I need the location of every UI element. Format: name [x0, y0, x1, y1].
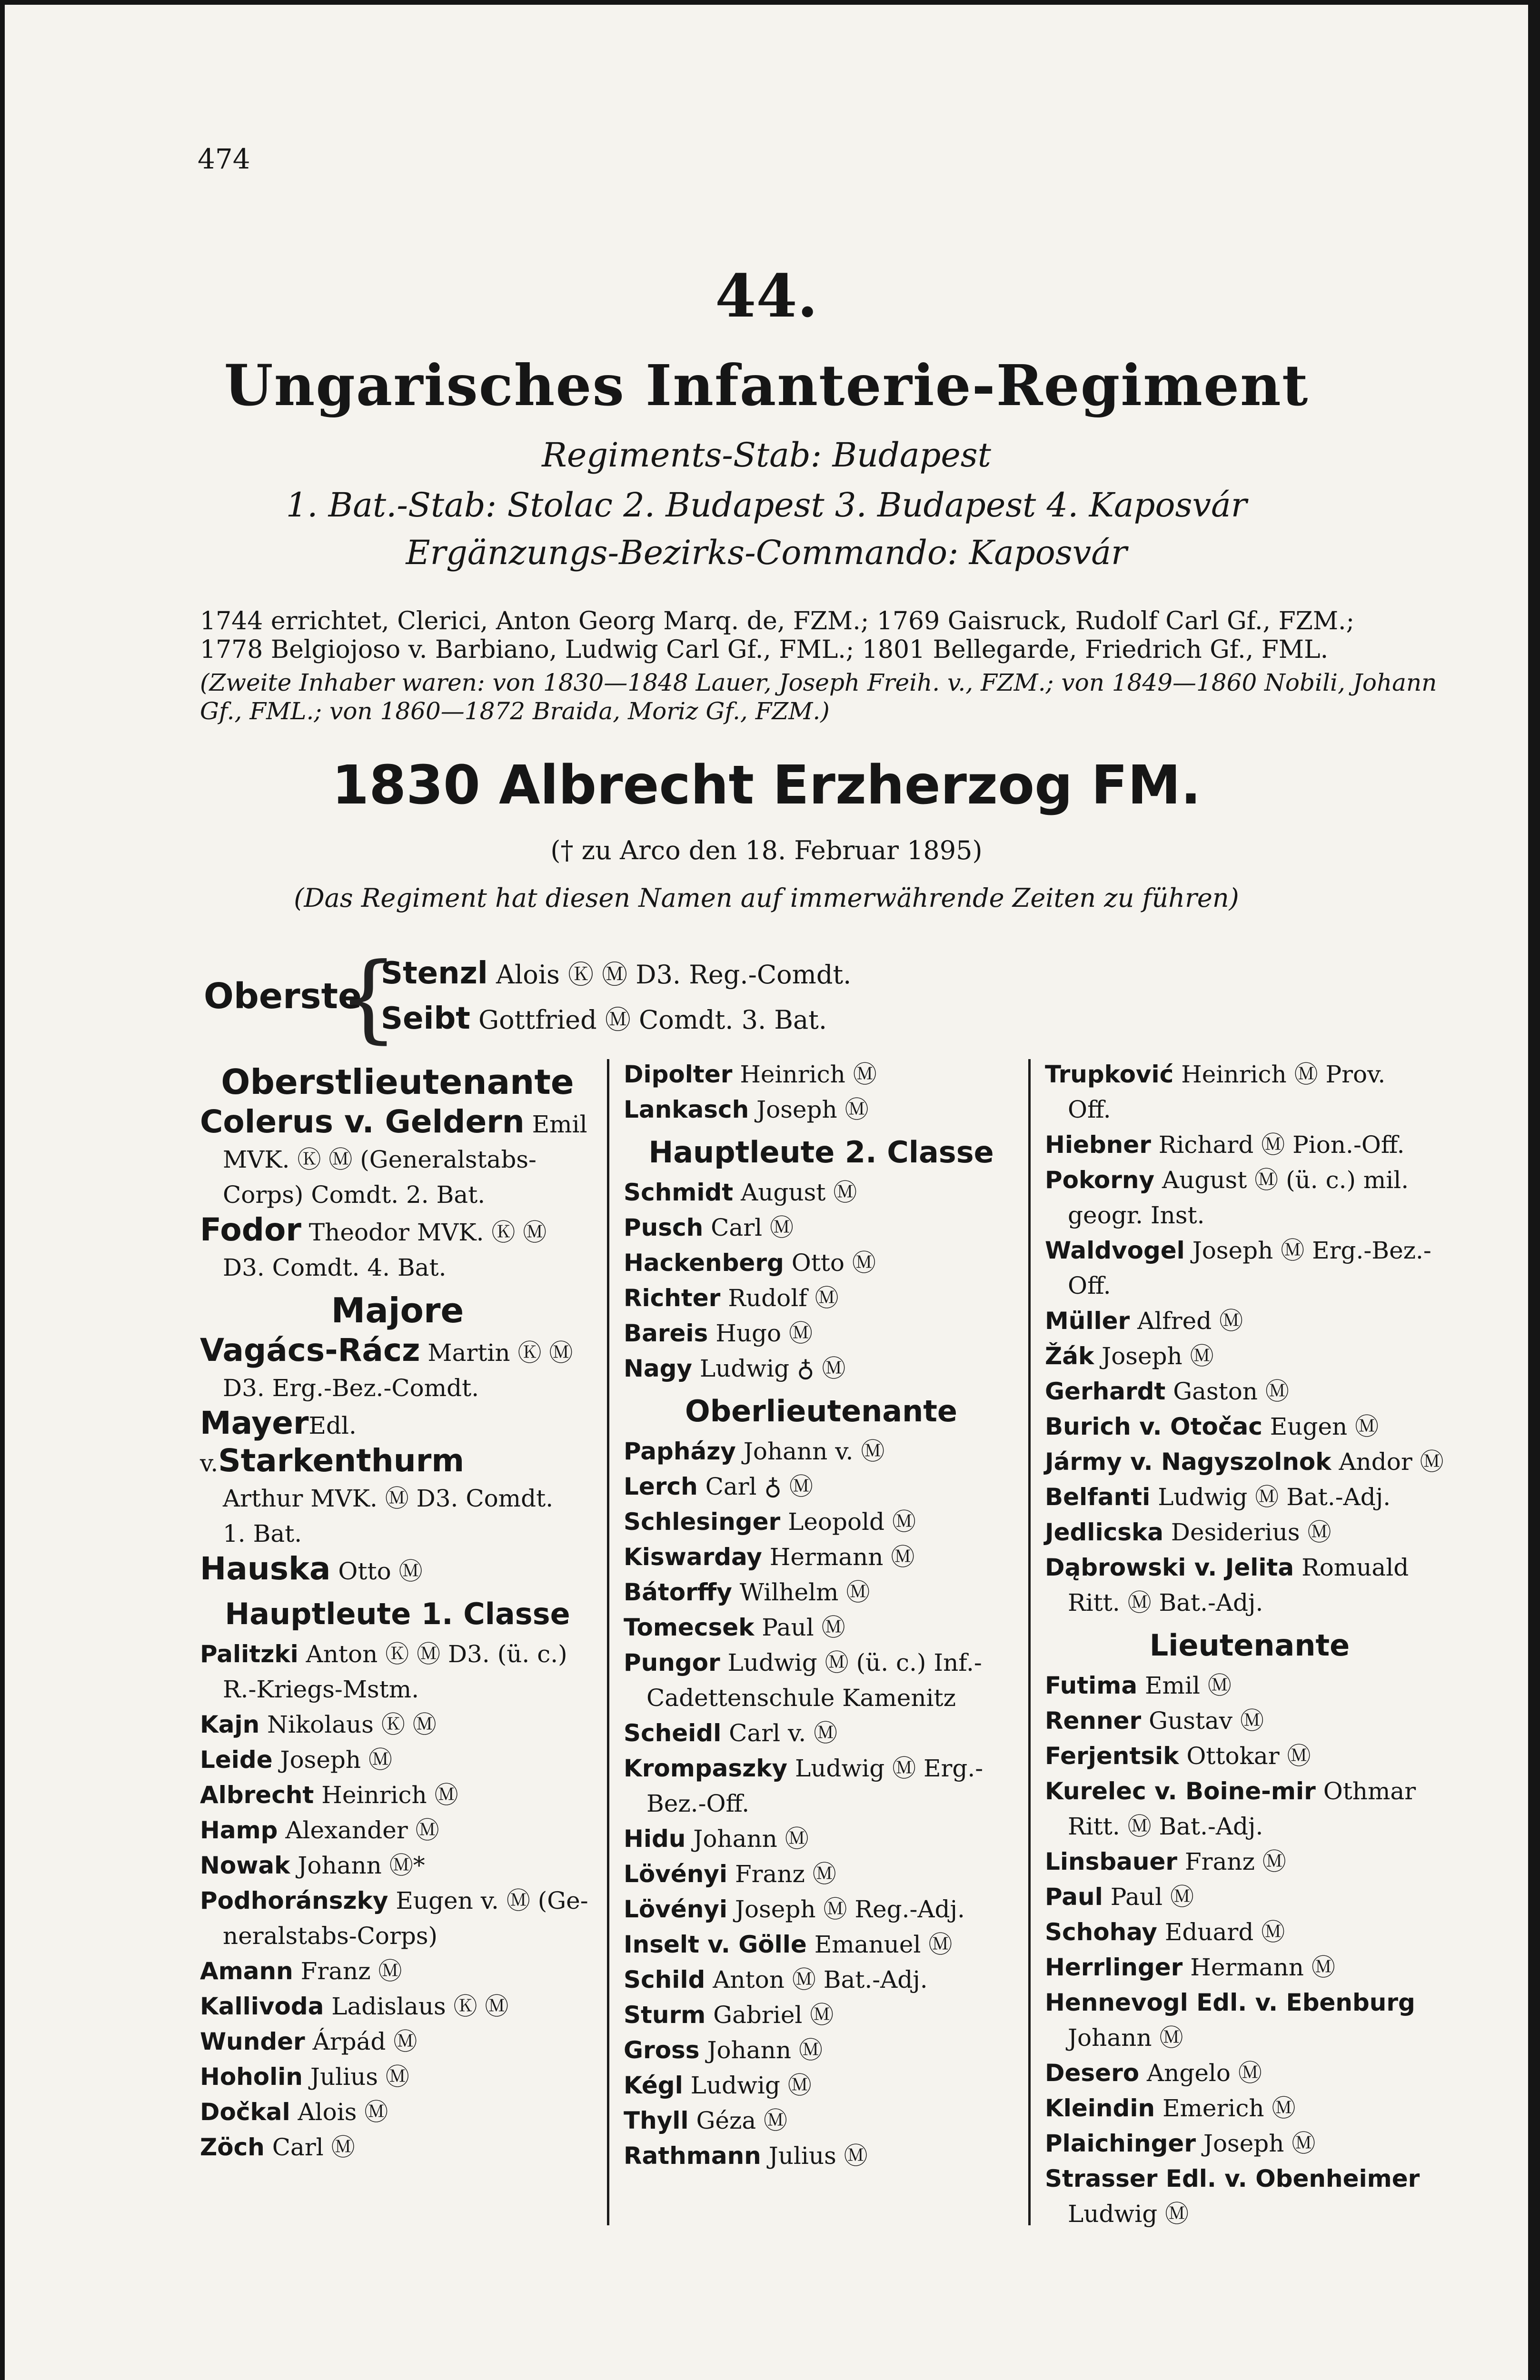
- surname: Wunder: [200, 2028, 305, 2055]
- column-rule: [1028, 1059, 1031, 2225]
- entry-details: Off.: [1068, 1272, 1111, 1299]
- list-item: [624, 2068, 1019, 2103]
- list-item: [200, 2024, 595, 2059]
- history-line: 1778 Belgiojoso v. Barbiano, Ludwig Carl Gf., FML.; 1801 Bellegarde, Friedrich Gf., FML.: [200, 635, 1329, 664]
- entry-details: Hugo Ⓜ: [715, 1319, 813, 1347]
- list-item: [1045, 1879, 1454, 1914]
- entry-details: Wilhelm Ⓜ: [739, 1578, 870, 1606]
- surname: Scheidl: [624, 1719, 722, 1747]
- oberst-entry: Seibt Gottfried Ⓜ Comdt. 3. Bat.: [381, 1001, 827, 1036]
- entry-details: neralstabs-Corps): [223, 1922, 438, 1950]
- entry-details: Emil Ⓜ: [1145, 1672, 1232, 1699]
- list-item: [1045, 1738, 1454, 1774]
- heading-oberlieutenante: Oberlieutenante: [685, 1394, 957, 1428]
- list-item: [1045, 1844, 1454, 1879]
- list-item: [200, 1883, 595, 1918]
- surname: Pungor: [624, 1649, 720, 1676]
- entry-details: Gustav Ⓜ: [1149, 1707, 1264, 1735]
- column-rule: [607, 1059, 609, 2225]
- list-item: [1045, 1985, 1454, 2020]
- entry-details: Carl Ⓜ: [272, 2133, 355, 2161]
- surname: Kiswarday: [624, 1543, 762, 1571]
- page-number: 474: [198, 143, 250, 175]
- list-item: [200, 1954, 595, 1989]
- surname: Belfanti: [1045, 1483, 1151, 1511]
- surname: Dočkal: [200, 2098, 290, 2126]
- surname: Kurelec v. Boine-mir: [1045, 1777, 1316, 1805]
- surname: Dąbrowski v. Jelita: [1045, 1554, 1294, 1581]
- entry-details: Othmar: [1323, 1777, 1416, 1805]
- list-item: [624, 1716, 1019, 1751]
- entry-details: Joseph Ⓜ: [280, 1746, 393, 1774]
- surname: Rathmann: [624, 2142, 761, 2170]
- surname: Kleindin: [1045, 2094, 1155, 2122]
- list-item: [1045, 1515, 1454, 1550]
- entry-details: Off.: [1068, 1096, 1111, 1123]
- list-item: [1045, 2196, 1454, 2231]
- entry-details: August Ⓜ: [741, 1179, 857, 1206]
- surname: Krompaszky: [624, 1755, 788, 1782]
- surname: Trupković: [1045, 1061, 1174, 1088]
- list-item: [624, 1351, 1019, 1386]
- entry: Hauska Otto Ⓜ: [200, 1550, 423, 1587]
- second-owners-line: (Zweite Inhaber waren: von 1830—1848 Lauer, Joseph Freih. v., FZM.; von 1849—1860 Nobili, Johann: [200, 669, 1437, 696]
- entry-details: Heinrich Ⓜ: [321, 1781, 458, 1809]
- surname: Schmidt: [624, 1179, 734, 1206]
- entry-details: Emerich Ⓜ: [1162, 2094, 1296, 2122]
- list-item: [200, 1989, 595, 2024]
- entry-details: Hermann Ⓜ: [1190, 1954, 1335, 1981]
- entry-details: Richard Ⓜ Pion.-Off.: [1158, 1131, 1405, 1159]
- heading-majore: Majore: [331, 1290, 464, 1330]
- recruiting-command: Ergänzungs-Bezirks-Commando: Kaposvár: [406, 533, 1127, 572]
- list-item: [1045, 1339, 1454, 1374]
- entry-details: Paul Ⓜ: [1110, 1883, 1194, 1911]
- entry-details: Otto Ⓜ: [791, 1249, 876, 1277]
- list-item: [1045, 1914, 1454, 1950]
- list-item: [200, 1777, 595, 1813]
- column-2: [624, 1057, 1019, 2173]
- surname: Pokorny: [1045, 1166, 1155, 1194]
- entry-details: Julius Ⓜ: [768, 2142, 868, 2170]
- list-item: [624, 1504, 1019, 1539]
- entry-details: Ladislaus Ⓚ Ⓜ: [331, 1993, 509, 2020]
- list-item: [1045, 1374, 1454, 1409]
- regiment-title: Ungarisches Infanterie-Regiment: [224, 352, 1309, 418]
- list-item: [1045, 1057, 1454, 1092]
- surname: Lövényi: [624, 1895, 728, 1923]
- name-note: (Das Regiment hat diesen Namen auf immerwährende Zeiten zu führen): [294, 883, 1239, 913]
- book-page: [5, 5, 1528, 2380]
- surname: Hoholin: [200, 2063, 303, 2091]
- column-3: [1045, 1057, 1454, 2231]
- surname: Kallivoda: [200, 1993, 324, 2020]
- surname: Müller: [1045, 1307, 1130, 1335]
- entry-details: Leopold Ⓜ: [788, 1508, 916, 1536]
- entry-details: R.-Kriegs-Mstm.: [223, 1676, 419, 1703]
- entry-details: Ludwig Ⓜ: [1068, 2200, 1189, 2228]
- list-item: [624, 1316, 1019, 1351]
- surname: Paul: [1045, 1883, 1103, 1911]
- surname: Gross: [624, 2036, 700, 2064]
- list-item: [624, 1645, 1019, 1680]
- entry-details: Ludwig Ⓜ: [690, 2072, 812, 2099]
- surname: Gerhardt: [1045, 1378, 1166, 1405]
- entry-details: Julius Ⓜ: [310, 2063, 409, 2091]
- surname: Bátorffy: [624, 1578, 732, 1606]
- list-item: [1045, 2055, 1454, 2091]
- heading-hauptleute-2: Hauptleute 2. Classe: [648, 1135, 994, 1170]
- surname: Richter: [624, 1284, 721, 1312]
- list-item: [200, 1813, 595, 1848]
- list-item: [1045, 1585, 1454, 1620]
- entry-details: Gabriel Ⓜ: [713, 2001, 834, 2029]
- entry-details: Angelo Ⓜ: [1147, 2059, 1262, 2087]
- entry-details: Franz Ⓜ: [300, 1957, 402, 1985]
- entry-details: Alexander Ⓜ: [285, 1816, 439, 1844]
- entry: MayerEdl. v.Starkenthurm Arthur MVK. Ⓜ D3. Comdt. 1. Bat.: [200, 1405, 554, 1547]
- list-item: [624, 1539, 1019, 1575]
- list-item: [624, 1575, 1019, 1610]
- entry-details: Paul Ⓜ: [762, 1614, 845, 1641]
- entry-details: Johann Ⓜ*: [298, 1852, 425, 1879]
- entry-details: Hermann Ⓜ: [769, 1543, 915, 1571]
- surname: Lankasch: [624, 1096, 749, 1123]
- list-item: [624, 1610, 1019, 1645]
- surname: Kégl: [624, 2072, 683, 2099]
- list-item: [624, 1210, 1019, 1245]
- entry-details: geogr. Inst.: [1068, 1201, 1205, 1229]
- surname: Lerch: [624, 1473, 698, 1500]
- list-item: [1045, 1127, 1454, 1162]
- surname: Hidu: [624, 1825, 686, 1853]
- surname: Futima: [1045, 1672, 1138, 1699]
- list-item: [624, 1786, 1019, 1821]
- list-item: [200, 1672, 595, 1707]
- owner-death-note: († zu Arco den 18. Februar 1895): [550, 835, 983, 865]
- surname: Hennevogl Edl. v. Ebenburg: [1045, 1989, 1415, 2016]
- entry-details: Johann Ⓜ: [707, 2036, 823, 2064]
- list-item: [624, 1997, 1019, 2033]
- list-item: [624, 1962, 1019, 1997]
- surname: Palitzki: [200, 1640, 298, 1668]
- entry: Colerus v. Geldern Emil MVK. Ⓚ Ⓜ (Generalstabs- Corps) Comdt. 2. Bat.: [200, 1103, 587, 1209]
- list-item: [624, 1927, 1019, 1962]
- list-item: [200, 1636, 595, 1672]
- list-item: [624, 1469, 1019, 1504]
- surname: Tomecsek: [624, 1614, 755, 1641]
- second-owners-line: Gf., FML.; von 1860—1872 Braida, Moriz Gf., FZM.): [200, 697, 830, 725]
- entry-details: Alois Ⓜ: [298, 2098, 388, 2126]
- surname: Plaichinger: [1045, 2130, 1196, 2157]
- entry-details: Heinrich Ⓜ: [740, 1061, 877, 1088]
- list-item: [624, 1434, 1019, 1469]
- list-item: [1045, 1198, 1454, 1233]
- entry-details: Johann Ⓜ: [1068, 2024, 1183, 2052]
- surname: Ferjentsik: [1045, 1742, 1179, 1770]
- oberst-entry: Stenzl Alois Ⓚ Ⓜ D3. Reg.-Comdt.: [381, 956, 852, 991]
- entry-details: Romuald: [1302, 1554, 1409, 1581]
- list-item: [624, 2138, 1019, 2173]
- entry-details: Joseph Ⓜ Reg.-Adj.: [735, 1895, 965, 1923]
- entry-details: Gaston Ⓜ: [1173, 1378, 1289, 1405]
- brace: {: [338, 942, 399, 1053]
- list-item: [1045, 1774, 1454, 1809]
- regiment-staff: Regiments-Stab: Budapest: [542, 436, 991, 475]
- list-item: [624, 1092, 1019, 1127]
- list-item: [1045, 2161, 1454, 2196]
- entry-details: Eugen v. Ⓜ (Ge-: [396, 1887, 588, 1914]
- entry-details: Nikolaus Ⓚ Ⓜ: [267, 1711, 437, 1738]
- surname: Nowak: [200, 1852, 290, 1879]
- list-item: [624, 1280, 1019, 1316]
- entry-details: August Ⓜ (ü. c.) mil.: [1162, 1166, 1409, 1194]
- list-item: [200, 1848, 595, 1883]
- list-item: [624, 1245, 1019, 1280]
- entry-details: Carl ♁ Ⓜ: [705, 1473, 813, 1500]
- entry: Vagács-Rácz Martin Ⓚ Ⓜ D3. Erg.-Bez.-Comdt.: [200, 1332, 573, 1402]
- surname: Strasser Edl. v. Obenheimer: [1045, 2165, 1420, 2192]
- list-item: [624, 1892, 1019, 1927]
- list-item: [1045, 1809, 1454, 1844]
- surname: Schohay: [1045, 1918, 1157, 1946]
- regiment-owner: 1830 Albrecht Erzherzog FM.: [332, 754, 1201, 816]
- column-1: [200, 1057, 595, 2165]
- entry-details: Ritt. Ⓜ Bat.-Adj.: [1068, 1589, 1263, 1616]
- surname: Albrecht: [200, 1781, 314, 1809]
- list-item: [200, 2094, 595, 2130]
- surname: Papházy: [624, 1438, 736, 1465]
- entry-details: Géza Ⓜ: [696, 2107, 788, 2134]
- list-item: [1045, 2091, 1454, 2126]
- entry-details: Johann Ⓜ: [693, 1825, 809, 1853]
- list-item: [200, 1707, 595, 1742]
- entry-details: Desiderius Ⓜ: [1171, 1518, 1331, 1546]
- list-item: [1045, 2126, 1454, 2161]
- surname: Amann: [200, 1957, 293, 1985]
- entry-details: Eugen Ⓜ: [1270, 1413, 1379, 1440]
- surname: Desero: [1045, 2059, 1140, 2087]
- list-item: [1045, 1233, 1454, 1268]
- entry-details: Ludwig ♁ Ⓜ: [699, 1355, 846, 1382]
- entry-details: Emanuel Ⓜ: [814, 1931, 953, 1958]
- surname: Zöch: [200, 2133, 265, 2161]
- surname: Jedlicska: [1045, 1518, 1163, 1546]
- surname: Bareis: [624, 1319, 708, 1347]
- list-item: [624, 1751, 1019, 1786]
- surname: Hamp: [200, 1816, 278, 1844]
- list-item: [200, 2059, 595, 2094]
- surname: Burich v. Otočac: [1045, 1413, 1262, 1440]
- list-item: [624, 1680, 1019, 1716]
- list-item: [624, 1057, 1019, 1092]
- surname: Herrlinger: [1045, 1954, 1183, 1981]
- surname: Dipolter: [624, 1061, 733, 1088]
- list-item: [1045, 2020, 1454, 2055]
- entry-details: Ludwig Ⓜ Bat.-Adj.: [1158, 1483, 1391, 1511]
- heading-hauptleute-1: Hauptleute 1. Classe: [225, 1597, 570, 1631]
- surname: Sturm: [624, 2001, 706, 2029]
- list-item: [624, 1821, 1019, 1856]
- oberste-label: Oberste: [204, 976, 362, 1017]
- entry-details: Franz Ⓜ: [1184, 1848, 1286, 1875]
- surname: Pusch: [624, 1214, 704, 1241]
- surname: Inselt v. Gölle: [624, 1931, 807, 1958]
- entry-details: Anton Ⓜ Bat.-Adj.: [713, 1966, 928, 1993]
- surname: Hiebner: [1045, 1131, 1151, 1159]
- list-item: [1045, 1668, 1454, 1703]
- entry-details: Joseph Ⓜ Erg.-Bez.-: [1192, 1237, 1431, 1264]
- entry-details: Ritt. Ⓜ Bat.-Adj.: [1068, 1813, 1263, 1840]
- history-line: 1744 errichtet, Clerici, Anton Georg Marq. de, FZM.; 1769 Gaisruck, Rudolf Carl Gf., FZM.;: [200, 607, 1355, 635]
- surname: Waldvogel: [1045, 1237, 1185, 1264]
- entry-details: Carl v. Ⓜ: [729, 1719, 838, 1747]
- list-item: [624, 1175, 1019, 1210]
- surname: Jármy v. Nagyszolnok: [1045, 1448, 1331, 1476]
- entry-details: Cadettenschule Kamenitz: [646, 1684, 956, 1712]
- entry-details: Johann v. Ⓜ: [743, 1438, 885, 1465]
- entry-details: Joseph Ⓜ: [756, 1096, 869, 1123]
- entry-details: Joseph Ⓜ: [1203, 2130, 1316, 2157]
- entry-details: Ludwig Ⓜ Erg.-: [795, 1755, 984, 1782]
- entry-details: Ottokar Ⓜ: [1186, 1742, 1311, 1770]
- surname: Nagy: [624, 1355, 692, 1382]
- list-item: [1045, 1162, 1454, 1198]
- list-item: [624, 1856, 1019, 1892]
- list-item: [1045, 1550, 1454, 1585]
- heading-oberstlieutenante: Oberstlieutenante: [221, 1062, 574, 1102]
- surname: Žák: [1045, 1342, 1094, 1370]
- surname: Schlesinger: [624, 1508, 781, 1536]
- surname: Linsbauer: [1045, 1848, 1178, 1875]
- list-item: [200, 1742, 595, 1777]
- list-item: [624, 2103, 1019, 2138]
- chapter-number: 44.: [715, 262, 818, 331]
- entry-details: Bez.-Off.: [646, 1790, 750, 1817]
- entry-details: Andor Ⓜ: [1339, 1448, 1444, 1476]
- list-item: [200, 1918, 595, 1954]
- surname: Hackenberg: [624, 1249, 784, 1277]
- list-item: [624, 2033, 1019, 2068]
- entry-details: Joseph Ⓜ: [1102, 1342, 1214, 1370]
- list-item: [1045, 1950, 1454, 1985]
- entry-details: Carl Ⓜ: [711, 1214, 794, 1241]
- surname: Leide: [200, 1746, 273, 1774]
- list-item: [1045, 1092, 1454, 1127]
- battalion-staffs: 1. Bat.-Stab: Stolac 2. Budapest 3. Budapest 4. Kaposvár: [286, 486, 1247, 525]
- surname: Podhoránszky: [200, 1887, 388, 1914]
- entry-details: Árpád Ⓜ: [312, 2028, 417, 2055]
- list-item: [1045, 1703, 1454, 1738]
- list-item: [1045, 1409, 1454, 1444]
- entry-details: Heinrich Ⓜ Prov.: [1181, 1061, 1386, 1088]
- entry-details: Eduard Ⓜ: [1164, 1918, 1285, 1946]
- list-item: [200, 2130, 595, 2165]
- heading-lieutenante: Lieutenante: [1149, 1628, 1350, 1663]
- entry-details: Franz Ⓜ: [735, 1860, 836, 1888]
- surname: Lövényi: [624, 1860, 728, 1888]
- surname: Schild: [624, 1966, 705, 1993]
- list-item: [1045, 1268, 1454, 1303]
- surname: Thyll: [624, 2107, 689, 2134]
- entry-details: Anton Ⓚ Ⓜ D3. (ü. c.): [306, 1640, 567, 1668]
- surname: Kajn: [200, 1711, 260, 1738]
- surname: Renner: [1045, 1707, 1142, 1735]
- list-item: [1045, 1303, 1454, 1339]
- entry-details: Rudolf Ⓜ: [728, 1284, 839, 1312]
- entry: Fodor Theodor MVK. Ⓚ Ⓜ D3. Comdt. 4. Bat.: [200, 1211, 547, 1281]
- entry-details: Alfred Ⓜ: [1137, 1307, 1243, 1335]
- entry-details: Ludwig Ⓜ (ü. c.) Inf.-: [727, 1649, 982, 1676]
- list-item: [1045, 1479, 1454, 1515]
- list-item: [1045, 1444, 1454, 1479]
